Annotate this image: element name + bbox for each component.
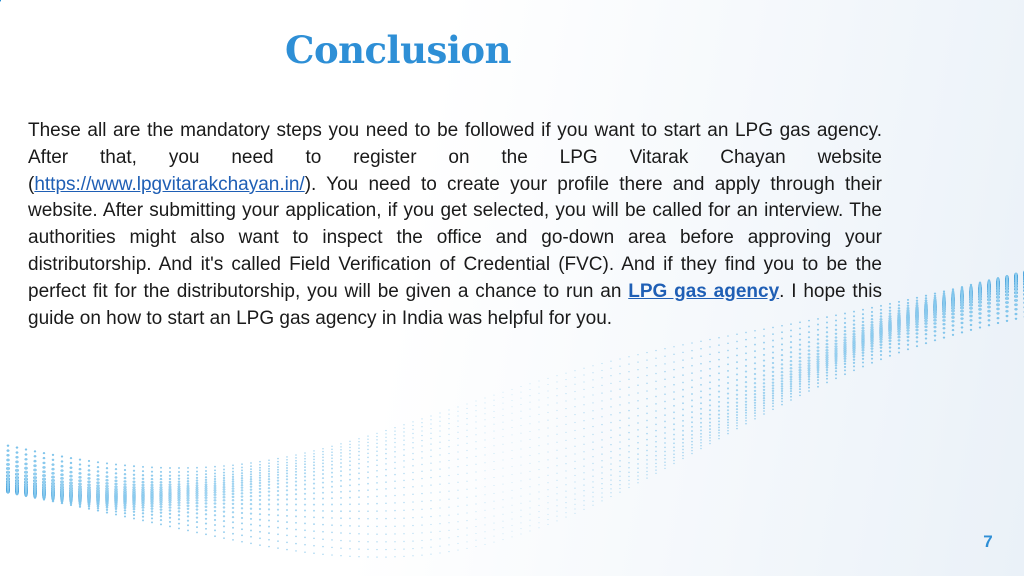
page-number: 7	[983, 532, 993, 551]
paragraph-text-3: . I hope this guide on how to start an LPG gas agency in India was helpful for you.	[28, 280, 882, 329]
paragraph-text-2: ). You need to create your profile there and apply through their website. After submitting your application, if you get selected, you will be called for an interview. The authorities might also want to inspect the office and go-down area before approving your distributorship. And it's called Field Verification of Credential (FVC). And if they find you to be the perfect fit for the distributorship, you will be given a chance to run an	[28, 173, 882, 302]
lpg-gas-agency-link[interactable]: LPG gas agency	[628, 280, 780, 302]
conclusion-paragraph	[28, 118, 882, 332]
lpg-vitarak-chayan-link[interactable]: https://www.lpgvitarakchayan.in/	[34, 173, 305, 195]
paragraph-text-1: These all are the mandatory steps you need to be followed if you want to start an LPG gas agency. After that, you need to register on the LPG Vitarak Chayan website (	[28, 120, 882, 195]
slide-title: Conclusion	[285, 28, 511, 72]
